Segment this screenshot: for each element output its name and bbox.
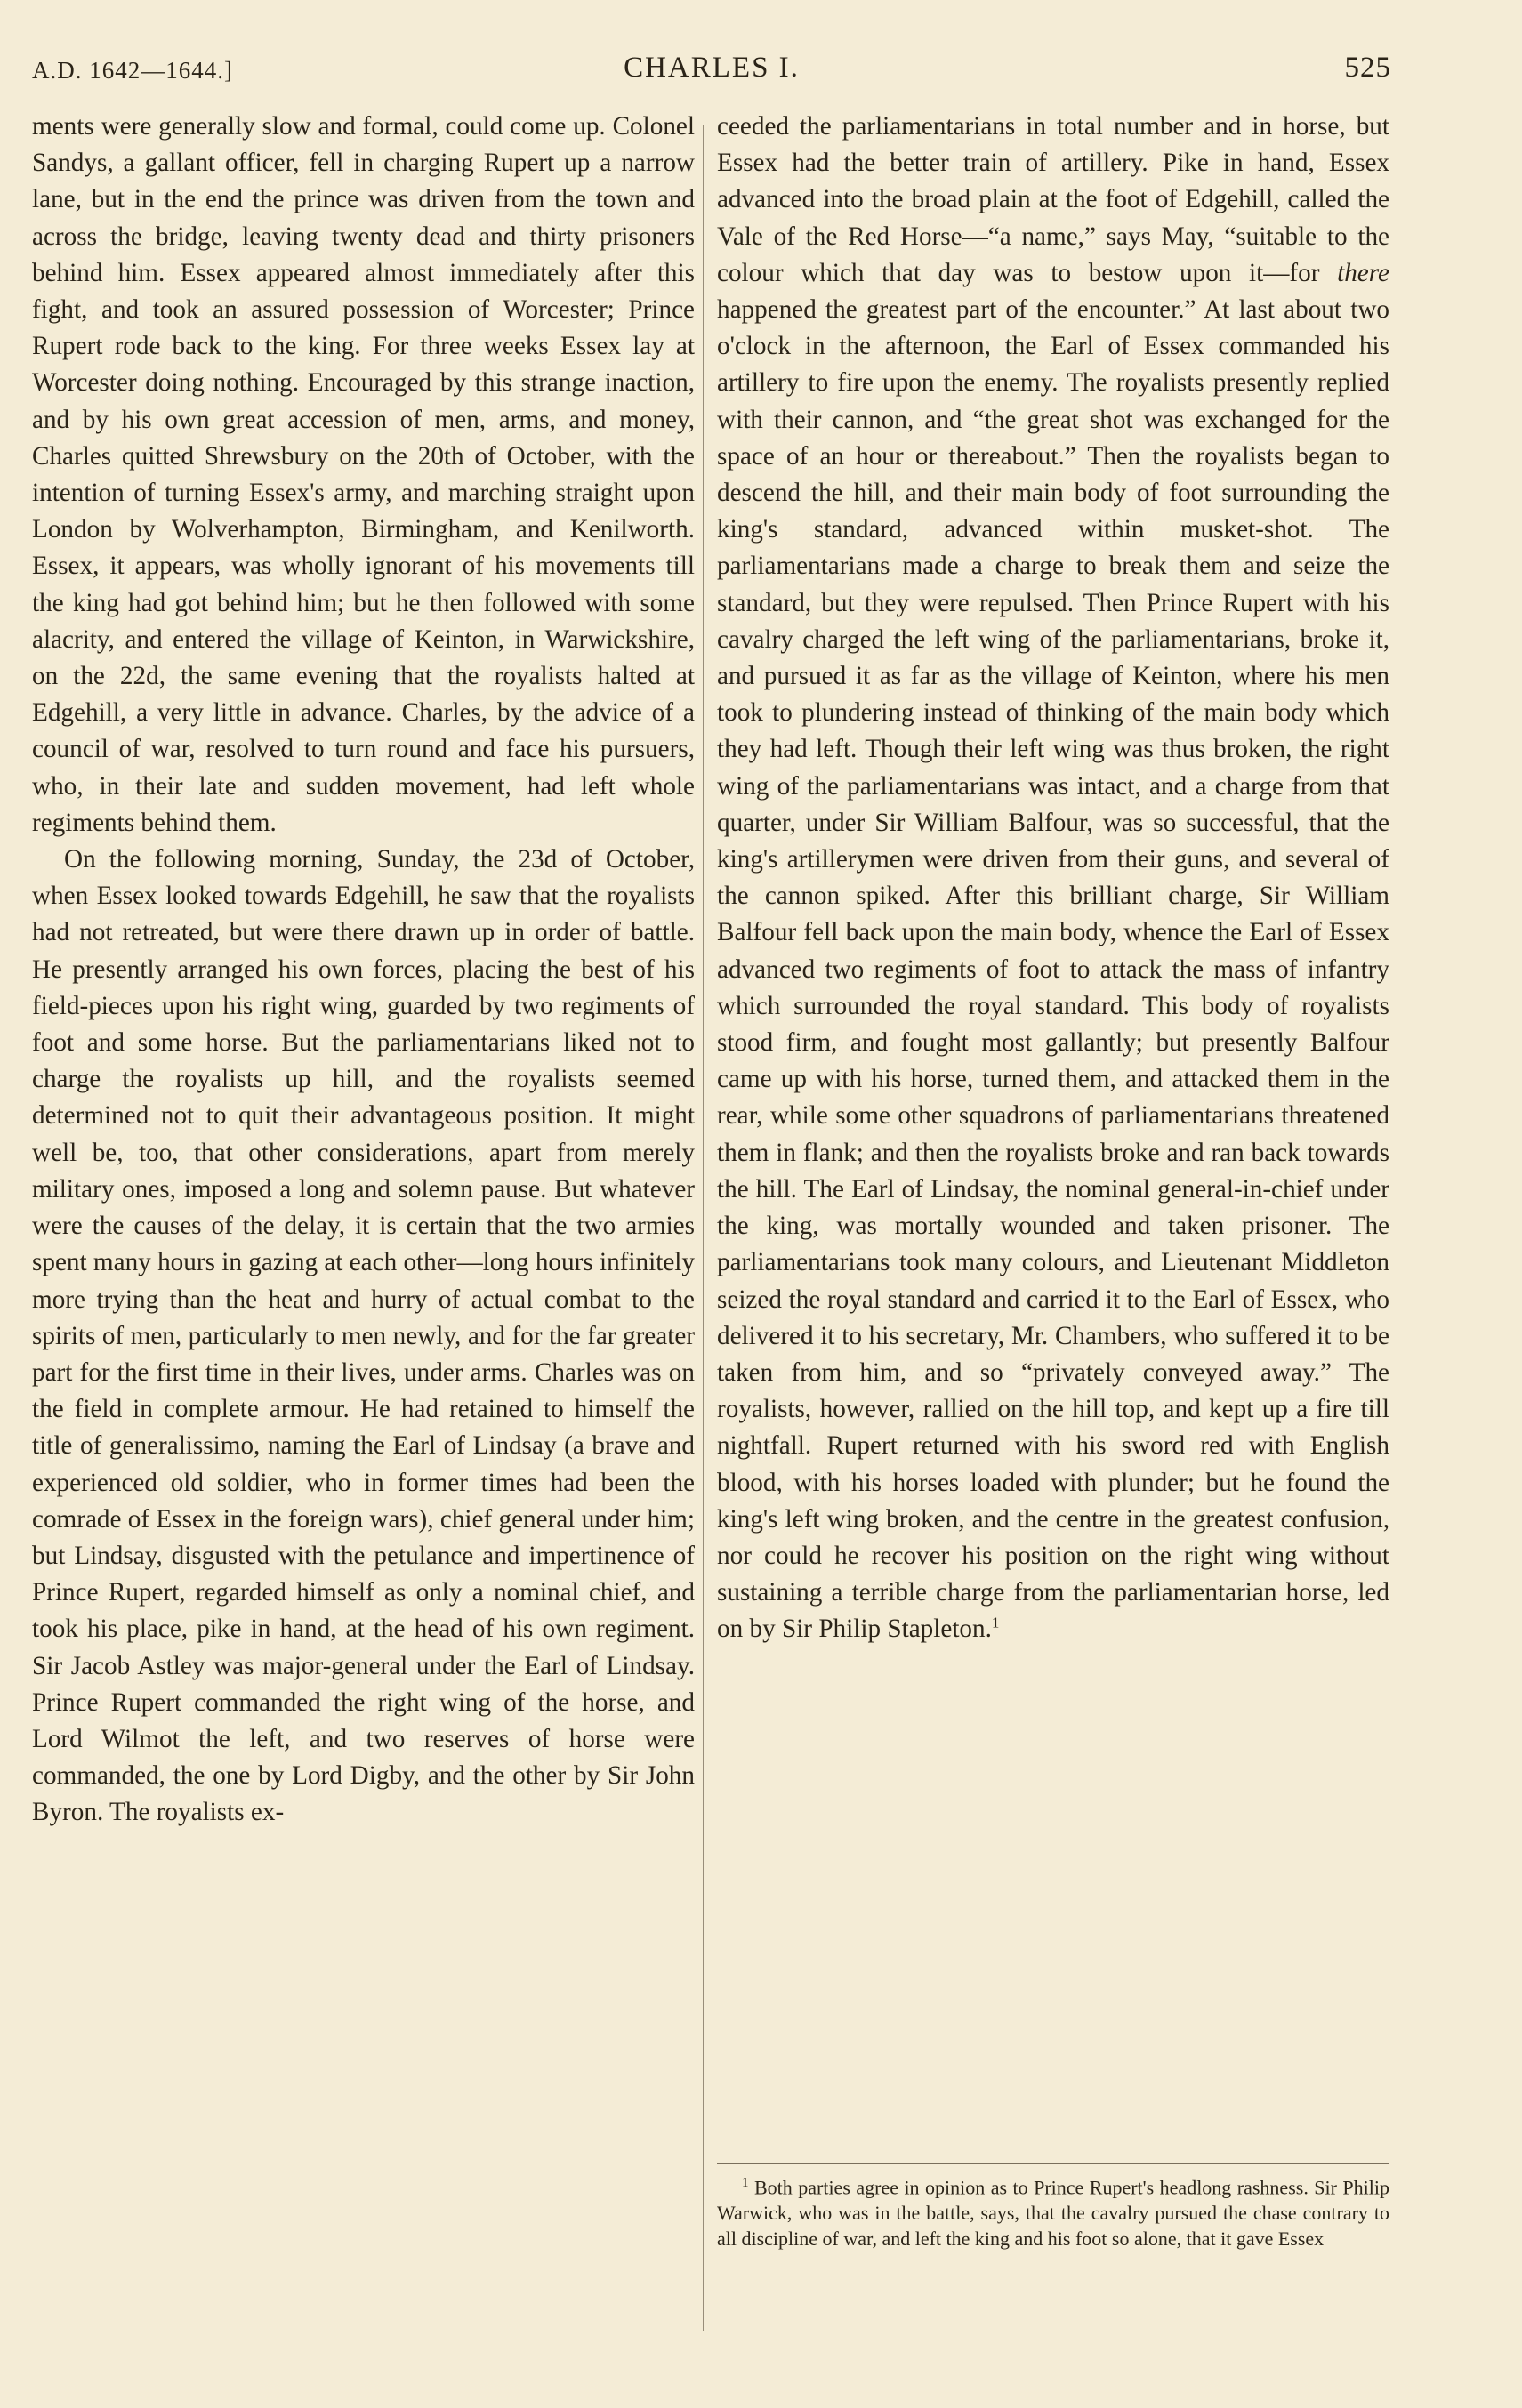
right-text-part-b: happened the greatest part of the encounter.” At last about two o'clock in the afternoon, the Earl of Essex commanded his artillery to fire upon the enemy. The royalists presently replied with their cannon, and “the great shot was exchanged for the space of an hour or thereabout.” Then the royalists began to descend the hill, and their main body of foot surrounding the king's standard, advanced within musket-shot. The parliamentarians made a charge to break them and seize the standard, but they were repulsed. Then Prince Rupert with his cavalry charged the left wing of the parliamentarians, broke it, and pursued it as far as the village of Keinton, where his men took to plundering instead of thinking of the main body which they had left. Though their left wing was thus broken, the right wing of the parliamentarians was intact, and a charge from that quarter, under Sir William Balfour, was so successful, that the king's artillerymen were driven from their guns, and several of the cannon spiked. After this brilliant charge, Sir William Balfour fell back upon the main body, whence the Earl of Essex advanced two regiments of foot to attack the mass of infantry which surrounded the royal standard. This body of royalists stood firm, and fought most gallantly; but presently Balfour came up with his horse, turned them, and attacked them in the rear, while some other squadrons of parliamentarians threatened them in flank; and then the royalists broke and ran back towards the hill. The Earl of Lindsay, the nominal general-in-chief under the king, was mortally wounded and taken prisoner. The parliamentarians took many colours, and Lieutenant Middleton seized the royal standard and carried it to the Earl of Essex, who delivered it to his secretary, Mr. Chambers, who suffered it to be taken from him, and so “privately conveyed away.” The royalists, however, rallied on the hill top, and kept up a fire till nightfall. Rupert returned with his sword red with English blood, with his horses loaded with plunder; but he found the king's left wing broken, and the centre in the greatest confusion, nor could he recover his position on the right wing without sustaining a terrible charge from the parliamentarian horse, led on by Sir Philip Stapleton. [717, 295, 1389, 1644]
left-paragraph-2: On the following morning, Sunday, the 23d of October, when Essex looked towards Edgehill, he saw that the royalists had not retreated, but were there drawn up in order of battle. He presently arranged his own forces, placing the best of his field-pieces upon his right wing, guarded by two regiments of foot and some horse. But the parliamentarians liked not to charge the royalists up hill, and the royalists seemed determined not to quit their advantageous position. It might well be, too, that other considerations, apart from merely military ones, imposed a long and solemn pause. But whatever were the causes of the delay, it is certain that the two armies spent many hours in gazing at each other—long hours infinitely more trying than the heat and hurry of actual combat to the spirits of men, particularly to men newly, and for the far greater part for the first time in their lives, under arms. Charles was on the field in complete armour. He had retained to himself the title of generalissimo, naming the Earl of Lindsay (a brave and experienced old soldier, who in former times had been the comrade of Essex in the foreign wars), chief general under him; but Lindsay, disgusted with the petulance and impertinence of Prince Rupert, regarded himself as only a nominal chief, and took his place, pike in hand, at the head of his own regiment. Sir Jacob Astley was major-general under the Earl of Lindsay. Prince Rupert commanded the right wing of the horse, and Lord Wilmot the left, and two reserves of horse were commanded, the one by Lord Digby, and the other by Sir John Byron. The royalists ex- [32, 845, 695, 1827]
right-paragraph-1 [717, 109, 1389, 1648]
running-header [32, 52, 1391, 91]
footnote-reference: 1 [991, 1614, 1000, 1631]
italic-word: there [1337, 258, 1389, 287]
footnote [717, 2170, 1389, 2251]
right-column [717, 109, 1389, 1648]
footnote-divider [717, 2163, 1389, 2164]
left-paragraph-1: ments were generally slow and formal, could come up. Colonel Sandys, a gallant officer, fell in charging Rupert up a narrow lane, but in the end the prince was driven from the town and across the bridge, leaving twenty dead and thirty prisoners behind him. Essex appeared almost immediately after this fight, and took an assured possession of Worcester; Prince Rupert rode back to the king. For three weeks Essex lay at Worcester doing nothing. Encouraged by this strange inaction, and by his own great accession of men, arms, and money, Charles quitted Shrewsbury on the 20th of October, with the intention of turning Essex's army, and marching straight upon London by Wolverhampton, Birmingham, and Kenilworth. Essex, it appears, was wholly ignorant of his movements till the king had got behind him; but he then followed with some alacrity, and entered the village of Keinton, in Warwickshire, on the 22d, the same evening that the royalists halted at Edgehill, a very little in advance. Charles, by the advice of a council of war, resolved to turn round and face his pursuers, who, in their late and sudden movement, had left whole regiments behind them. [32, 112, 695, 837]
header-date-range: A.D. 1642—1644.] [32, 57, 233, 84]
page-number: 525 [1344, 52, 1391, 84]
footnote-mark: 1 [742, 2176, 749, 2190]
left-column [32, 109, 695, 1832]
column-divider [703, 125, 704, 2331]
right-text-part-a: ceeded the parliamentarians in total number and in horse, but Essex had the better train of artillery. Pike in hand, Essex advanced into the broad plain at the foot of Edgehill, called the Vale of the Red Horse—“a name,” says May, “suitable to the colour which that day was to bestow upon it—for [717, 112, 1389, 287]
footnote-text: Both parties agree in opinion as to Prince Rupert's headlong rashness. Sir Philip Warwick, who was in the battle, says, that the cavalry pursued the chase contrary to all discipline of war, and left the king and his foot so alone, that it gave Essex [717, 2176, 1390, 2251]
header-title: CHARLES I. [624, 52, 800, 84]
